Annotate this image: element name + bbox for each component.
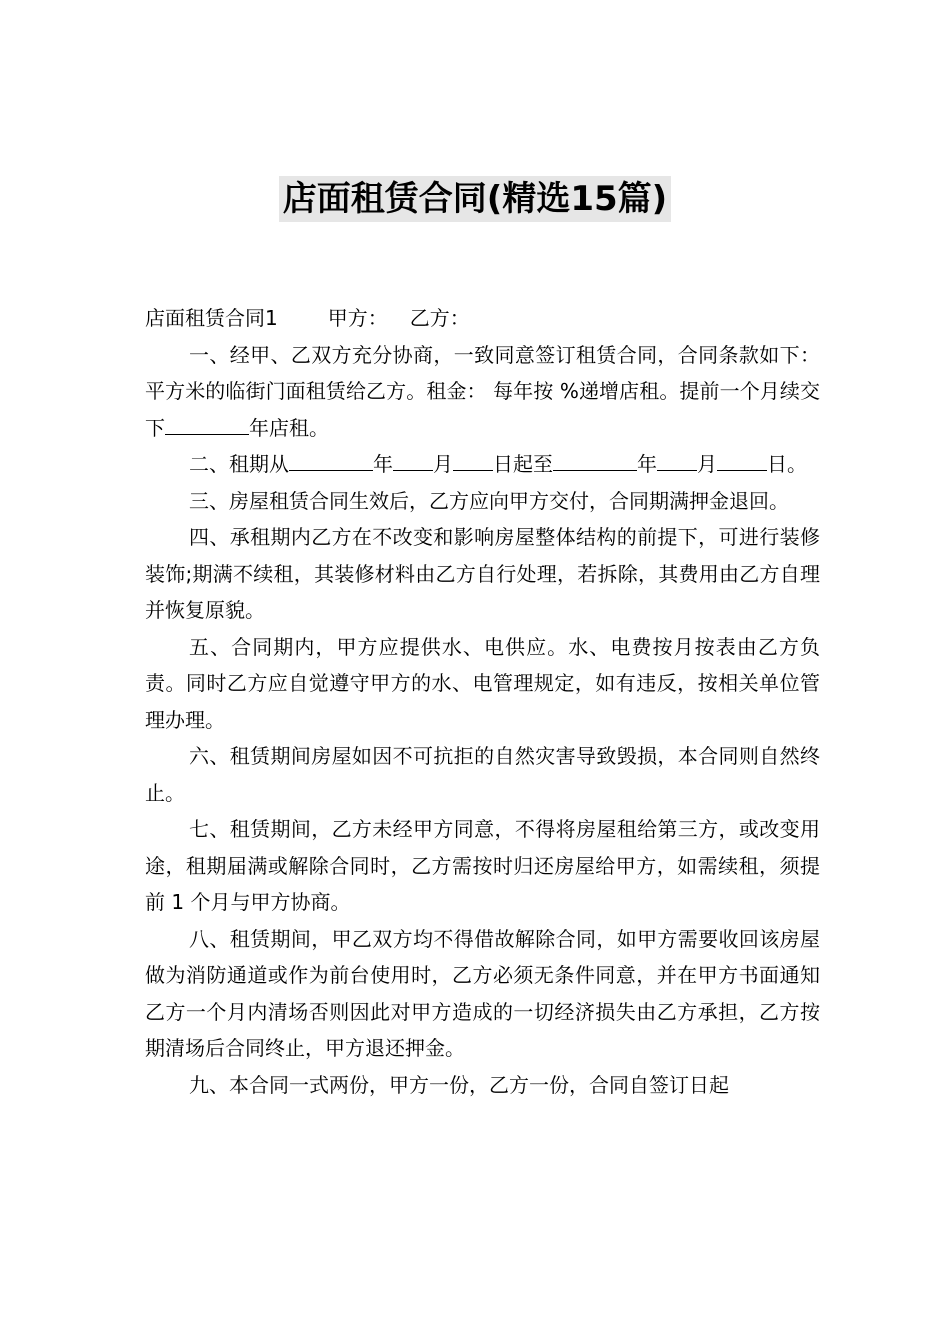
blank-line [453,450,493,471]
document-body [145,300,820,1103]
blank-line [289,450,373,471]
month-label: 月 [697,452,717,476]
blank-line [393,450,433,471]
blank-line [657,450,697,471]
clause-2 [145,446,820,483]
clause-7: 七、租赁期间，乙方未经甲方同意，不得将房屋租给第三方，或改变用途，租期届满或解除合同时，乙方需按时归还房屋给甲方，如需续租，须提前 1 个月与甲方协商。 [145,817,820,914]
contract-name: 店面租赁合同1 [145,306,278,330]
clause-1-text-end: 年店租。 [249,415,329,440]
blank-line [717,450,757,471]
clause-2-text: 二、租期从 [189,452,289,476]
month-label: 月 [433,452,453,476]
day-label: 日。 [767,452,807,476]
year-label: 年 [637,452,657,476]
clause-9: 九、本合同一式两份，甲方一份，乙方一份，合同自签订日起 [189,1072,729,1097]
title-area [0,176,950,222]
clause-4: 四、承租期内乙方在不改变和影响房屋整体结构的前提下，可进行装修装饰;期满不续租，其装修材料由乙方自行处理，若拆除，其费用由乙方自理并恢复原貌。 [145,525,820,622]
document-title: 店面租赁合同(精选15篇) [279,176,671,222]
blank-line [757,450,767,471]
clause-3: 三、房屋租赁合同生效后，乙方应向甲方交付，合同期满押金退回。 [189,488,789,513]
clause-5: 五、合同期内，甲方应提供水、电供应。水、电费按月按表由乙方负责。同时乙方应自觉遵守甲方的水、电管理规定，如有违反，按相关单位管理办理。 [145,634,820,732]
clause-8: 八、租赁期间，甲乙双方均不得借故解除合同，如甲方需要收回该房屋做为消防通道或作为前台使用时，乙方必须无条件同意，并在甲方书面通知乙方一个月内清场否则因此对甲方造成的一切经济损失由乙方承担，乙方按期清场后合同终止，甲方退还押金。 [145,926,820,1060]
clause-1 [145,337,820,447]
clause-6: 六、租赁期间房屋如因不可抗拒的自然灾害导致毁损，本合同则自然终止。 [145,744,820,805]
blank-line [553,450,637,471]
party-a-label: 甲方： [327,306,388,330]
contract-header [145,300,820,337]
day-label: 日起至 [493,452,553,476]
party-b-label: 乙方： [409,306,470,330]
clause-1-text: 一、经甲、乙双方充分协商，一致同意签订租赁合同，合同条款如下：平方米的临街门面租赁给乙方。租金： 每年按 %递增店租。提前一个月续交下 [145,342,820,440]
blank-line [165,414,249,435]
year-label: 年 [373,452,393,476]
